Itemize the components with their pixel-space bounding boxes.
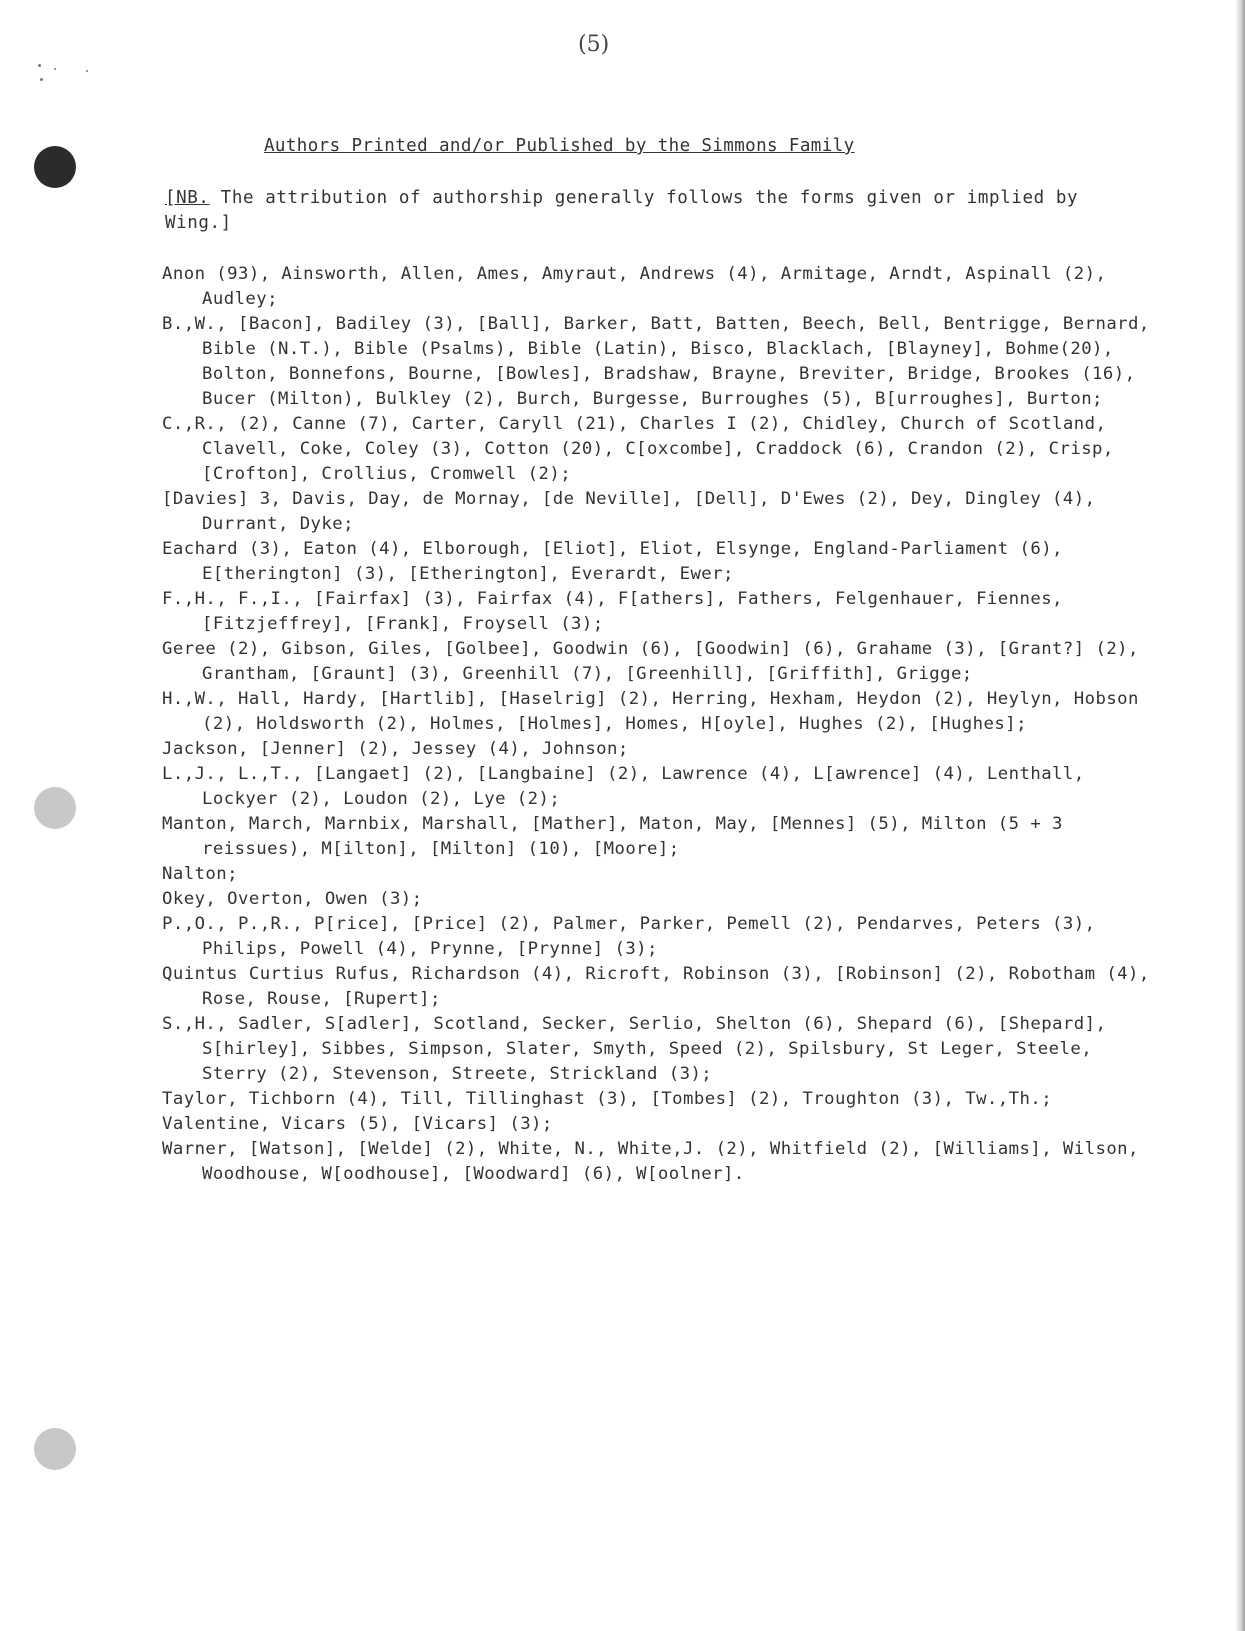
author-entry-m: Manton, March, Marnbix, Marshall, [Mather], Maton, May, [Mennes] (5), Milton (5 + 3 reissues), M[ilton], [Milton] (10), [Moore]; bbox=[162, 814, 1063, 859]
scan-speck bbox=[40, 78, 43, 81]
page-title: Authors Printed and/or Published by the Simmons Family bbox=[264, 136, 855, 156]
author-entry-g: Geree (2), Gibson, Giles, [Golbee], Goodwin (6), [Goodwin] (6), Grahame (3), [Grant?] (2), Grantham, [Graunt] (3), Greenhill (7), [Greenhill], [Griffith], Grigge; bbox=[162, 639, 1139, 684]
author-entry-l: L.,J., L.,T., [Langaet] (2), [Langbaine] (2), Lawrence (4), L[awrence] (4), Lenthall, Lockyer (2), Loudon (2), Lye (2); bbox=[162, 764, 1085, 809]
author-entry-j: Jackson, [Jenner] (2), Jessey (4), Johnson; bbox=[162, 739, 629, 759]
note-text: The attribution of authorship generally follows the forms given or implied by Wing.] bbox=[165, 188, 1079, 233]
author-entry-e: Eachard (3), Eaton (4), Elborough, [Eliot], Eliot, Elsynge, England-Parliament (6), E[therington] (3), [Etherington], Everardt, Ewer; bbox=[162, 539, 1063, 584]
page-edge-shadow bbox=[1235, 0, 1245, 1631]
author-entry-b: B.,W., [Bacon], Badiley (3), [Ball], Barker, Batt, Batten, Beech, Bell, Bentrigge, Bernard, Bible (N.T.), Bible (Psalms), Bible (Latin), Bisco, Blacklach, [Blayney], Bohme(20), Bolton, Bonnefons, Bourne, [Bowles], Bradshaw, Brayne, Breviter, Bridge, Brookes (16), Bucer (Milton), Bulkley (2), Burch, Burgesse, Burroughes (5), B[urroughes], Burton; bbox=[162, 314, 1150, 409]
author-entry-c: C.,R., (2), Canne (7), Carter, Caryll (21), Charles I (2), Chidley, Church of Scotland, Clavell, Coke, Coley (3), Cotton (20), C[oxcombe], Craddock (6), Crandon (2), Crisp, [Crofton], Crollius, Cromwell (2); bbox=[162, 414, 1114, 484]
author-entry-v: Valentine, Vicars (5), [Vicars] (3); bbox=[162, 1114, 553, 1134]
author-entry-p: P.,O., P.,R., P[rice], [Price] (2), Palmer, Parker, Pemell (2), Pendarves, Peters (3), Philips, Powell (4), Prynne, [Prynne] (3); bbox=[162, 914, 1096, 959]
author-entry-f: F.,H., F.,I., [Fairfax] (3), Fairfax (4), F[athers], Fathers, Felgenhauer, Fiennes, [Fitzjeffrey], [Frank], Froysell (3); bbox=[162, 589, 1063, 634]
author-entry-o: Okey, Overton, Owen (3); bbox=[162, 889, 423, 909]
scan-speck bbox=[54, 68, 56, 70]
scan-speck bbox=[38, 64, 41, 67]
author-entry-n: Nalton; bbox=[162, 864, 238, 884]
author-entry-q-r: Quintus Curtius Rufus, Richardson (4), Ricroft, Robinson (3), [Robinson] (2), Robotham (4), Rose, Rouse, [Rupert]; bbox=[162, 964, 1150, 1009]
author-entry-t: Taylor, Tichborn (4), Till, Tillinghast (3), [Tombes] (2), Troughton (3), Tw.,Th.; bbox=[162, 1089, 1053, 1109]
punch-hole-bottom bbox=[34, 1428, 76, 1470]
author-entry-h: H.,W., Hall, Hardy, [Hartlib], [Haselrig] (2), Herring, Hexham, Heydon (2), Heylyn, Hobson (2), Holdsworth (2), Holmes, [Holmes], Homes, H[oyle], Hughes (2), [Hughes]; bbox=[162, 689, 1139, 734]
note-marker: [NB. bbox=[165, 188, 210, 208]
author-entry-s: S.,H., Sadler, S[adler], Scotland, Secker, Serlio, Shelton (6), Shepard (6), [Shepard], S[hirley], Sibbes, Simpson, Slater, Smyth, Speed (2), Spilsbury, St Leger, Steele, Sterry (2), Stevenson, Streete, Strickland (3); bbox=[162, 1014, 1107, 1084]
author-entry-d: [Davies] 3, Davis, Day, de Mornay, [de Neville], [Dell], D'Ewes (2), Dey, Dingley (4), Durrant, Dyke; bbox=[162, 489, 1096, 534]
author-entry-a: Anon (93), Ainsworth, Allen, Ames, Amyraut, Andrews (4), Armitage, Arndt, Aspinall (2), Audley; bbox=[162, 264, 1107, 309]
editorial-note bbox=[165, 186, 1085, 236]
punch-hole-middle bbox=[34, 787, 76, 829]
punch-hole-top bbox=[34, 146, 76, 188]
page-number: (5) bbox=[578, 32, 610, 57]
author-list bbox=[162, 262, 1162, 1187]
scan-speck bbox=[86, 70, 88, 72]
author-entry-w: Warner, [Watson], [Welde] (2), White, N., White,J. (2), Whitfield (2), [Williams], Wilson, Woodhouse, W[oodhouse], [Woodward] (6), W[oolner]. bbox=[162, 1139, 1139, 1184]
